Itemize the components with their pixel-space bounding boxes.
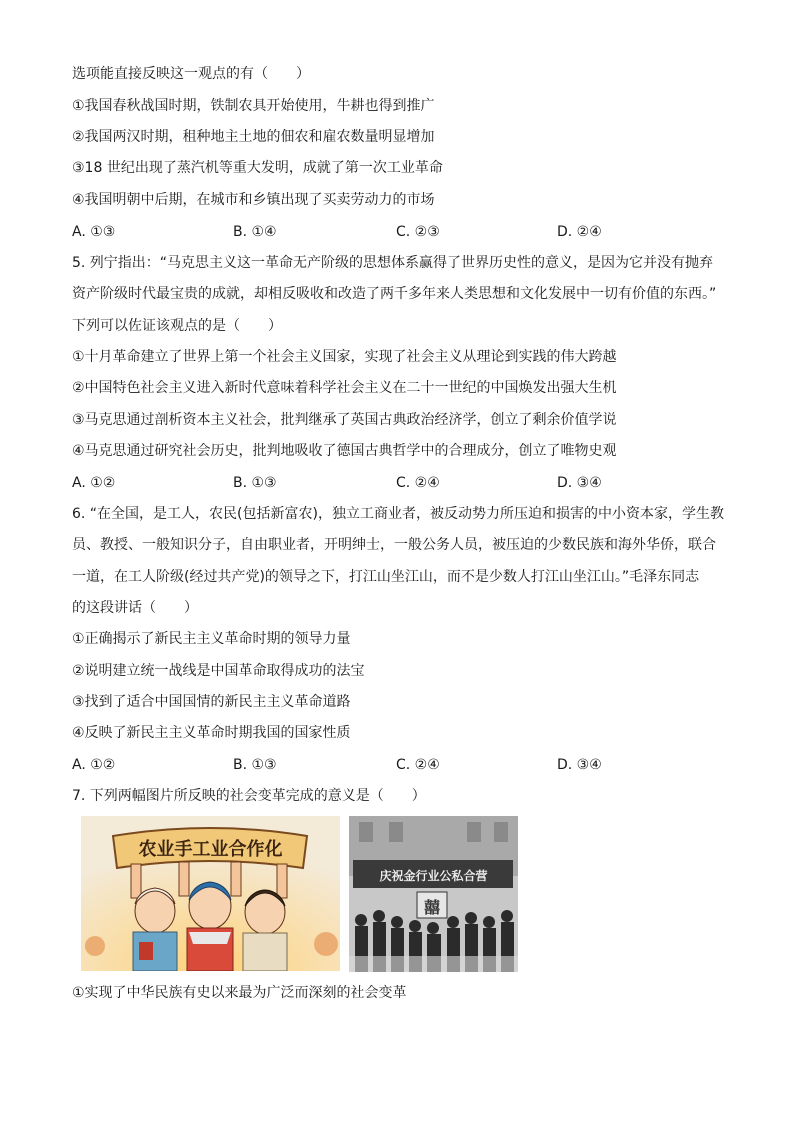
q6-item-2: ②说明建立统一战线是中国革命取得成功的法宝 <box>72 663 365 679</box>
q6-stem-line-1: 6. “在全国，是工人，农民(包括新富农)，独立工商业者，被反动势力所压迫和损害的中小资本家，学生教 <box>72 506 724 522</box>
q5-item-4: ④马克思通过研究社会历史，批判地吸收了德国古典哲学中的合理成分，创立了唯物史观 <box>72 443 617 459</box>
q5-option-d: D. ③④ <box>557 475 602 491</box>
q5-stem-line-3: 下列可以佐证该观点的是（ ） <box>72 318 282 334</box>
q6-option-a: A. ①② <box>72 757 116 773</box>
q7-item-1: ①实现了中华民族有史以来最为广泛而深刻的社会变革 <box>72 985 407 1001</box>
q6-option-d: D. ③④ <box>557 757 602 773</box>
q4-option-b: B. ①④ <box>233 224 277 240</box>
q5-item-1: ①十月革命建立了世界上第一个社会主义国家，实现了社会主义从理论到实践的伟大跨越 <box>72 349 617 365</box>
q5-option-a: A. ①② <box>72 475 116 491</box>
q4-option-d: D. ②④ <box>557 224 602 240</box>
q4-item-3: ③18 世纪出现了蒸汽机等重大发明，成就了第一次工业革命 <box>72 160 443 176</box>
q4-item-4: ④我国明朝中后期，在城市和乡镇出现了买卖劳动力的市场 <box>72 192 435 208</box>
public-private-partnership-photo <box>349 816 518 972</box>
cooperative-banner-text: 农业手工业合作化 <box>138 839 283 860</box>
q4-stem: 选项能直接反映这一观点的有（ ） <box>72 66 310 82</box>
q6-option-c: C. ②④ <box>396 757 440 773</box>
q6-stem-line-3: 一道，在工人阶级(经过共产党)的领导之下，打江山坐江山，而不是少数人打江山坐江山。”毛泽东同志 <box>72 569 700 585</box>
q4-option-a: A. ①③ <box>72 224 116 240</box>
q5-option-b: B. ①③ <box>233 475 277 491</box>
q6-item-3: ③找到了适合中国国情的新民主主义革命道路 <box>72 694 351 710</box>
q4-item-2: ②我国两汉时期，租种地主土地的佃农和雇农数量明显增加 <box>72 129 435 145</box>
q5-stem-line-2: 资产阶级时代最宝贵的成就，却相反吸收和改造了两千多年来人类思想和文化发展中一切有价值的东西。” <box>72 286 717 302</box>
photo-sign-text: 囍 <box>423 898 440 917</box>
q4-item-1: ①我国春秋战国时期，铁制农具开始使用，牛耕也得到推广 <box>72 98 435 114</box>
q6-option-b: B. ①③ <box>233 757 277 773</box>
q5-stem-line-1: 5. 列宁指出：“马克思主义这一革命无产阶级的思想体系赢得了世界历史性的意义，是因为它并没有抛弃 <box>72 255 714 271</box>
q5-item-3: ③马克思通过剖析资本主义社会，批判继承了英国古典政治经济学，创立了剩余价值学说 <box>72 412 617 428</box>
q6-item-4: ④反映了新民主主义革命时期我国的国家性质 <box>72 725 351 741</box>
cooperative-cartoon-image <box>81 816 340 971</box>
q6-item-1: ①正确揭示了新民主主义革命时期的领导力量 <box>72 631 351 647</box>
q5-item-2: ②中国特色社会主义进入新时代意味着科学社会主义在二十一世纪的中国焕发出强大生机 <box>72 380 617 396</box>
q7-stem: 7. 下列两幅图片所反映的社会变革完成的意义是（ ） <box>72 788 426 804</box>
q4-option-c: C. ②③ <box>396 224 440 240</box>
q6-stem-line-2: 员、教授、一般知识分子，自由职业者，开明绅士，一般公务人员，被压迫的少数民族和海外华侨，联合 <box>72 537 716 553</box>
q6-stem-line-4: 的这段讲话（ ） <box>72 600 198 616</box>
photo-banner-text: 庆祝金行业公私合营 <box>379 869 488 883</box>
q5-option-c: C. ②④ <box>396 475 440 491</box>
